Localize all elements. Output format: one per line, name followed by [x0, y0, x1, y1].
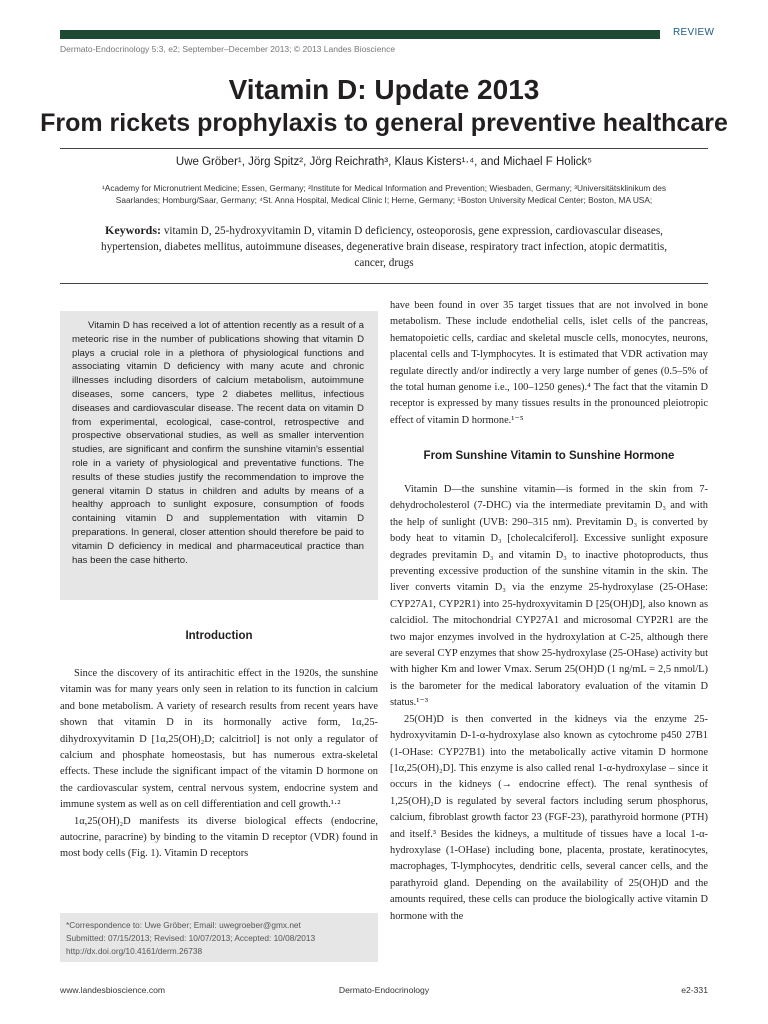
keywords	[100, 222, 668, 271]
introduction-heading: Introduction	[185, 630, 253, 642]
header-bar	[60, 30, 660, 39]
article-subtitle: From rickets prophylaxis to general preventive healthcare	[40, 109, 728, 137]
submission-dates: Submitted: 07/15/2013; Revised: 10/07/2013; Accepted: 10/08/2013	[66, 933, 316, 943]
paragraph: Vitamin D—the sunshine vitamin—is formed in the skin from 7-dehydrocholesterol (7-DHC) via the intermediate previtamin D₃ and with the help of sunlight (UVB: 290–315 nm). Previtamin D₃ is converted by body heat to vitamin D₃ [cholecalciferol]. Excessive sunlight exposure degrades previtamin D₃ and vitamin D₃ to inactive photoproducts, thus preventing excessive production of the sunshine vitamin in the skin. The liver converts vitamin D₃ via the enzyme 25-hydroxylase (25-OHase: CYP27A1, CYP2R1) into 25-hydroxyvitamin D [25(OH)D], also known as calcidiol. The mitochondrial CYP27A1 and microsomal CYP2R1 are the two major enzymes involved in the hydroxylation at C-25, although there are several CYP enzymes that show 25-hydroxylase (25-OHase) activity but with higher Km and lower Vmax. Serum 25(OH)D (1 ng/mL = 2,5 nmol/L) is the barometer for the medical laboratory evaluation of the vitamin D status.¹⁻³	[390, 484, 708, 709]
paragraph: have been found in over 35 target tissues that are not involved in bone metabolism. These include endothelial cells, islet cells of the pancreas, hematopoietic cells, cardiac and skeletal muscle cells, monocytes, neurons, placental cells and T-lymphocytes. It is estimated that VDR activation may regulate directly and/or indirectly a very large number of genes (0.5–5% of the total human genome i.e., 100–1250 genes).⁴ The fact that the vitamin D receptor is expressed by many tissues results in the pronounced pleiotropic effect of vitamin D hormone.¹⁻⁵	[390, 300, 708, 426]
affiliations: ¹Academy for Micronutrient Medicine; Essen, Germany; ²Institute for Medical Information and Prevention; Wiesbaden, Germany; ³Universitätsklinikum des Saarlandes; Homburg/Saar, Germany; ⁴St. Anna Hospital, Medical Clinic I; Herne, Germany; ⁵Boston University Medical Center; Boston, MA USA;	[102, 183, 666, 205]
paragraph: Since the discovery of its antirachitic effect in the 1920s, the sunshine vitamin was for many years only seen in relation to its function in calcium and bone metabolism. A variety of research results from recent years have shown that vitamin D in its hormonally active form, 1α,25-dihydroxyvitamin D [1α,25(OH)₂D; calcitriol] is not only a regulator of calcium and phosphate homeostasis, but has numerous extra-skeletal effects. These include the significant impact of the vitamin D hormone on the cardiovascular system, central nervous system, endocrine system and immune system as well as on cell differentiation and cell growth.¹·²	[60, 668, 378, 811]
abstract-text: Vitamin D has received a lot of attention recently as a result of a meteoric rise in the number of publications showing that vitamin D plays a crucial role in a plethora of physiological functions and associating vitamin D deficiency with many acute and chronic illnesses including disorders of calcium metabolism, autoimmune diseases, some cancers, type 2 diabetes mellitus, infectious diseases and cardiovascular disease. The recent data on vitamin D from experimental, ecological, case-control, retrospective and prospective observational studies, as well as smaller intervention studies, are significant and confirm the sunshine vitamin's essential role in a variety of physiological and preventative functions. The results of these studies justify the recommendation to improve the general vitamin D status in children and adults by means of a healthy approach to sunlight exposure, consumption of foods containing vitamin D and supplementation with vitamin D preparations. In general, closer attention should therefore be paid to vitamin D deficiency in medical and pharmaceutical practice than has been the case hitherto.	[72, 320, 364, 566]
keywords-label: Keywords:	[105, 223, 162, 237]
keywords-text: vitamin D, 25-hydroxyvitamin D, vitamin D deficiency, osteoporosis, gene expression, cardiovascular diseases, hypertension, diabetes mellitus, autoimmune diseases, degenerative brain disease, respiratory tract infection, atopic dermatitis, cancer, drugs	[100, 225, 668, 269]
divider	[60, 148, 708, 149]
section-heading: From Sunshine Vitamin to Sunshine Hormone	[423, 450, 675, 462]
right-column-continued	[390, 298, 708, 429]
author-list: Uwe Gröber¹, Jörg Spitz², Jörg Reichrath³, Klaus Kisters¹·⁴, and Michael F Holick⁵	[175, 156, 593, 168]
abstract-box	[60, 311, 378, 600]
footer-website[interactable]: www.landesbioscience.com	[60, 985, 166, 995]
correspondence-box	[60, 913, 378, 962]
correspondence-email: *Correspondence to: Uwe Gröber; Email: uwegroeber@gmx.net	[66, 920, 301, 930]
divider	[60, 283, 708, 284]
introduction-body	[60, 666, 378, 863]
paragraph: 25(OH)D is then converted in the kidneys via the enzyme 25-hydroxyvitamin D-1-α-hydroxylase also known as cytochrome p450 27B1 (1-OHase: CYP27B1) into the metabolically active vitamin D hormone [1α,25(OH)₂D]. This enzyme is also called renal 1-α-hydroxylase – since it occurs in the kidneys (→ endocrine effect). The renal synthesis of 1,25(OH)₂D is regulated by several factors including serum phosphorus, calcium, fibroblast growth factor 23 (FGF-23), parathyroid hormone (PTH) and itself.³ Besides the kidneys, a multitude of tissues have a local 1-α-hydroxylase (1-OHase) including bone, placenta, prostate, keratinocytes, macrophages, T-lymphocytes, dendritic cells, several cancer cells, and the parathyroid gland. Depending on the availability of 25(OH)D and the amounts required, these cells can produce the biologically active vitamin D hormone with the	[390, 713, 708, 922]
section-label: REVIEW	[673, 27, 715, 38]
journal-citation: Dermato-Endocrinology 5:3, e2; September–December 2013; © 2013 Landes Bioscience	[60, 44, 396, 54]
doi-link[interactable]: http://dx.doi.org/10.4161/derm.26738	[66, 946, 203, 956]
sunshine-section-body	[390, 482, 708, 925]
paragraph: 1α,25(OH)₂D manifests its diverse biological effects (endocrine, autocrine, paracrine) by binding to the vitamin D receptor (VDR) found in most body cells (Fig. 1). Vitamin D receptors	[60, 815, 378, 860]
footer-page-number: e2-331	[681, 985, 708, 995]
article-title: Vitamin D: Update 2013	[228, 74, 540, 105]
footer-journal: Dermato-Endocrinology	[338, 985, 430, 995]
